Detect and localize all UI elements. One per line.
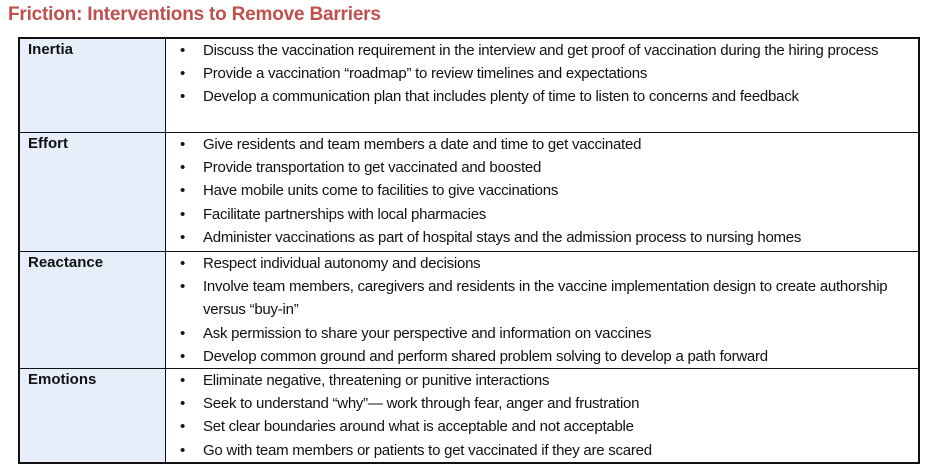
bullet-list [166, 252, 918, 368]
category-cell: Reactance [19, 252, 166, 369]
bullet-icon: • [180, 441, 186, 459]
list-item [166, 415, 918, 438]
list-item [166, 252, 918, 275]
bullet-icon: • [180, 136, 186, 153]
list-item [166, 345, 918, 368]
bullet-list [166, 369, 918, 462]
list-item [166, 369, 918, 392]
table-row-reactance [19, 252, 919, 369]
items-cell [166, 133, 920, 252]
list-item [166, 275, 918, 321]
bullet-icon: • [180, 65, 186, 83]
items-cell [166, 252, 920, 369]
list-item-text: Involve team members, caregivers and residents in the vaccine implementation design to create authorship versus “buy-in” [203, 278, 888, 319]
list-item [166, 203, 918, 226]
list-item-text: Set clear boundaries around what is acceptable and not acceptable [203, 418, 634, 436]
table-row-inertia [19, 38, 919, 133]
list-item [166, 85, 918, 108]
table-row-emotions [19, 369, 919, 463]
items-cell [166, 38, 920, 133]
list-item-text: Seek to understand “why”— work through fear, anger and frustration [203, 395, 640, 413]
list-item [166, 226, 918, 249]
list-item [166, 179, 918, 202]
list-item-text: Administer vaccinations as part of hospital stays and the admission process to nursing homes [203, 228, 802, 246]
page-title: Friction: Interventions to Remove Barriers [8, 4, 381, 25]
bullet-list [166, 39, 918, 109]
list-item-text: Discuss the vaccination requirement in the interview and get proof of vaccination during the hiring process [203, 42, 879, 59]
list-item [166, 133, 918, 156]
list-item [166, 439, 918, 462]
category-cell: Inertia [19, 38, 166, 133]
bullet-list [166, 133, 918, 249]
bullet-icon: • [180, 418, 186, 436]
bullet-icon: • [180, 255, 186, 272]
bullet-icon: • [180, 228, 186, 246]
list-item-text: Facilitate partnerships with local pharmacies [203, 205, 487, 223]
category-cell: Emotions [19, 369, 166, 463]
bullet-icon: • [180, 372, 186, 390]
bullet-icon: • [180, 88, 186, 106]
list-item [166, 62, 918, 85]
bullet-icon: • [180, 205, 186, 223]
interventions-table [18, 37, 920, 464]
category-cell: Effort [19, 133, 166, 252]
list-item-text: Provide a vaccination “roadmap” to review timelines and expectations [203, 65, 648, 83]
bullet-icon: • [180, 278, 186, 296]
list-item-text: Eliminate negative, threatening or punitive interactions [203, 372, 550, 390]
bullet-icon: • [180, 395, 186, 413]
bullet-icon: • [180, 182, 186, 200]
list-item-text: Develop common ground and perform shared problem solving to develop a path forward [203, 347, 768, 365]
list-item-text: Have mobile units come to facilities to give vaccinations [203, 182, 559, 200]
list-item-text: Develop a communication plan that includes plenty of time to listen to concerns and feedback [203, 88, 799, 106]
list-item [166, 39, 918, 62]
table-row-effort [19, 133, 919, 252]
items-cell [166, 369, 920, 463]
list-item-text: Give residents and team members a date and time to get vaccinated [203, 136, 642, 153]
bullet-icon: • [180, 347, 186, 365]
list-item-text: Go with team members or patients to get vaccinated if they are scared [203, 441, 652, 459]
list-item-text: Provide transportation to get vaccinated and boosted [203, 159, 542, 177]
bullet-icon: • [180, 42, 186, 59]
list-item-text: Respect individual autonomy and decisions [203, 255, 481, 272]
bullet-icon: • [180, 324, 186, 342]
list-item-text: Ask permission to share your perspective and information on vaccines [203, 324, 652, 342]
bullet-icon: • [180, 159, 186, 177]
list-item [166, 156, 918, 179]
list-item [166, 392, 918, 415]
list-item [166, 322, 918, 345]
